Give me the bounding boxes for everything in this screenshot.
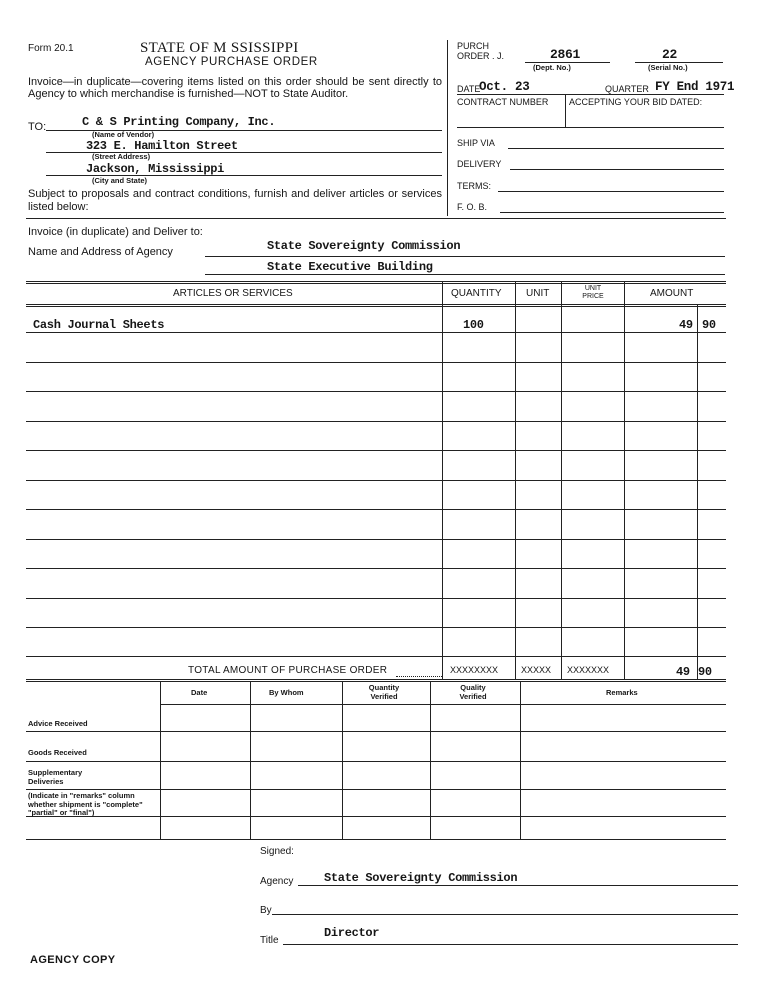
receipt-by-whom-header: By Whom xyxy=(269,688,304,697)
signature-agency-value: State Sovereignty Commission xyxy=(324,871,518,885)
receipt-quality-verified-header: Quality Verified xyxy=(459,683,487,701)
ship-via-label: SHIP VIA xyxy=(457,138,495,148)
purchase-order-label-1: PURCH xyxy=(457,41,490,51)
agency-copy-label: AGENCY COPY xyxy=(30,954,116,966)
contract-number-label: CONTRACT NUMBER xyxy=(457,97,549,107)
receipt-remarks-header: Remarks xyxy=(606,688,638,697)
total-label: TOTAL AMOUNT OF PURCHASE ORDER xyxy=(188,665,388,676)
serial-caption: (Serial No.) xyxy=(648,63,688,72)
quarter-label: QUARTER xyxy=(605,84,649,94)
item-amount-cents: 90 xyxy=(702,318,716,332)
vendor-name: C & S Printing Company, Inc. xyxy=(82,115,276,129)
form-number: Form 20.1 xyxy=(28,43,74,54)
remarks-instruction-note: (Indicate in "remarks" column whether shipment is "complete" "partial" or "final") xyxy=(28,791,143,817)
total-unit-fill: XXXXX xyxy=(521,665,552,675)
bid-dated-label: ACCEPTING YOUR BID DATED: xyxy=(569,97,703,107)
street-caption: (Street Address) xyxy=(92,152,151,161)
advice-received-label: Advice Received xyxy=(28,719,88,728)
purchase-order-label-2: ORDER . J. xyxy=(457,51,505,61)
deliver-agency-name: State Sovereignty Commission xyxy=(267,239,461,253)
receipt-date-header: Date xyxy=(191,688,208,697)
signature-by-label: By xyxy=(260,905,272,916)
goods-received-label: Goods Received xyxy=(28,748,87,757)
date-label: DATE xyxy=(457,84,481,94)
signature-title-value: Director xyxy=(324,926,380,940)
unit-header: UNIT xyxy=(526,288,550,299)
item-quantity: 100 xyxy=(463,318,484,332)
deliver-agency-address: State Executive Building xyxy=(267,260,433,274)
city-caption: (City and State) xyxy=(92,176,148,185)
fob-label: F. O. B. xyxy=(457,202,488,212)
subject-text: Subject to proposals and contract conditions, furnish and deliver articles or services listed below: xyxy=(28,188,442,213)
invoice-deliver-line: Invoice (in duplicate) and Deliver to: xyxy=(28,226,203,238)
terms-label: TERMS: xyxy=(457,181,492,191)
item-article: Cash Journal Sheets xyxy=(33,318,165,332)
unit-price-header: UNIT PRICE xyxy=(582,285,604,300)
vendor-street: 323 E. Hamilton Street xyxy=(86,139,238,153)
signature-agency-label: Agency xyxy=(260,876,294,887)
vendor-city: Jackson, Mississippi xyxy=(86,162,225,176)
dept-caption: (Dept. No.) xyxy=(533,63,571,72)
state-title: STATE OF M SSISSIPPI xyxy=(140,40,299,56)
agency-name-label: Name and Address of Agency xyxy=(28,246,173,258)
to-label: TO: xyxy=(28,121,47,133)
form-subtitle: AGENCY PURCHASE ORDER xyxy=(145,56,318,68)
total-price-fill: XXXXXXX xyxy=(567,665,610,675)
delivery-label: DELIVERY xyxy=(457,159,502,169)
supplementary-deliveries-label: Supplementary Deliveries xyxy=(28,768,83,786)
amount-header: AMOUNT xyxy=(650,288,694,299)
receipt-quantity-verified-header: Quantity Verified xyxy=(368,683,400,701)
vendor-name-caption: (Name of Vendor) xyxy=(92,130,155,139)
signature-title-label: Title xyxy=(260,935,279,946)
total-dollars: 49 xyxy=(676,665,690,679)
total-quantity-fill: XXXXXXXX xyxy=(450,665,499,675)
quarter-value: FY End 1971 xyxy=(655,80,735,94)
signed-label: Signed: xyxy=(260,846,294,857)
invoice-instructions: Invoice—in duplicate—covering items listed on this order should be sent directly to Agency to which merchandise is furnished—NOT to State Auditor. xyxy=(28,76,442,100)
order-date: Oct. 23 xyxy=(479,80,530,94)
total-cents: 90 xyxy=(698,665,712,679)
dept-number: 2861 xyxy=(550,47,581,62)
item-amount-dollars: 49 xyxy=(679,318,693,332)
quantity-header: QUANTITY xyxy=(451,288,502,299)
articles-header: ARTICLES OR SERVICES xyxy=(173,288,293,299)
serial-number: 22 xyxy=(662,47,678,62)
